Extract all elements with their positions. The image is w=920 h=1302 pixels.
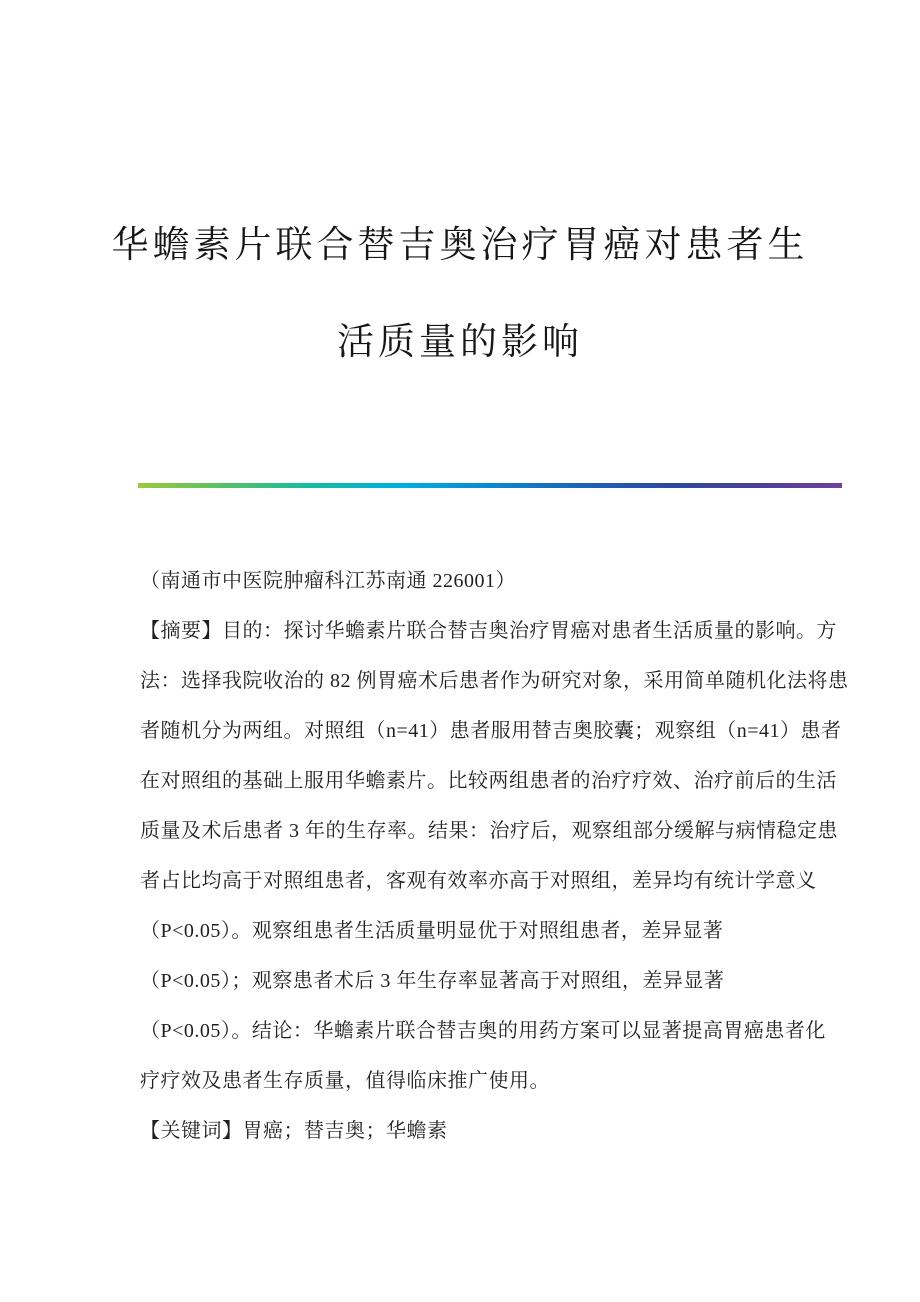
keywords-line: 【关键词】胃癌；替吉奥；华蟾素 — [140, 1120, 448, 1142]
document-body — [140, 556, 849, 1156]
document-title-line-1: 华蟾素片联合替吉奥治疗胃癌对患者生 — [111, 225, 809, 266]
affiliation-line: （南通市中医院肿瘤科江苏南通 226001） — [140, 570, 516, 592]
abstract-line: （P<0.05）。观察组患者生活质量明显优于对照组患者，差异显著 — [140, 920, 724, 942]
abstract-line: 在对照组的基础上服用华蟾素片。比较两组患者的治疗疗效、治疗前后的生活 — [140, 770, 837, 792]
abstract-line: 【摘要】目的：探讨华蟾素片联合替吉奥治疗胃癌对患者生活质量的影响。方 — [140, 620, 837, 642]
abstract-line: 法：选择我院收治的 82 例胃癌术后患者作为研究对象，采用简单随机化法将患 — [140, 670, 849, 692]
abstract-line: （P<0.05）。结论：华蟾素片联合替吉奥的用药方案可以显著提高胃癌患者化 — [140, 1020, 826, 1042]
abstract-line: 疗疗效及患者生存质量，值得临床推广使用。 — [140, 1070, 550, 1092]
abstract-line: 质量及术后患者 3 年的生存率。结果：治疗后，观察组部分缓解与病情稳定患 — [140, 820, 838, 842]
gradient-divider — [138, 483, 842, 488]
abstract-line: （P<0.05）；观察患者术后 3 年生存率显著高于对照组，差异显著 — [140, 970, 725, 992]
abstract-line: 者随机分为两组。对照组（n=41）患者服用替吉奥胶囊；观察组（n=41）患者 — [140, 720, 842, 742]
abstract-line: 者占比均高于对照组患者，客观有效率亦高于对照组，差异均有统计学意义 — [140, 870, 817, 892]
document-title-line-2: 活质量的影响 — [337, 322, 583, 363]
